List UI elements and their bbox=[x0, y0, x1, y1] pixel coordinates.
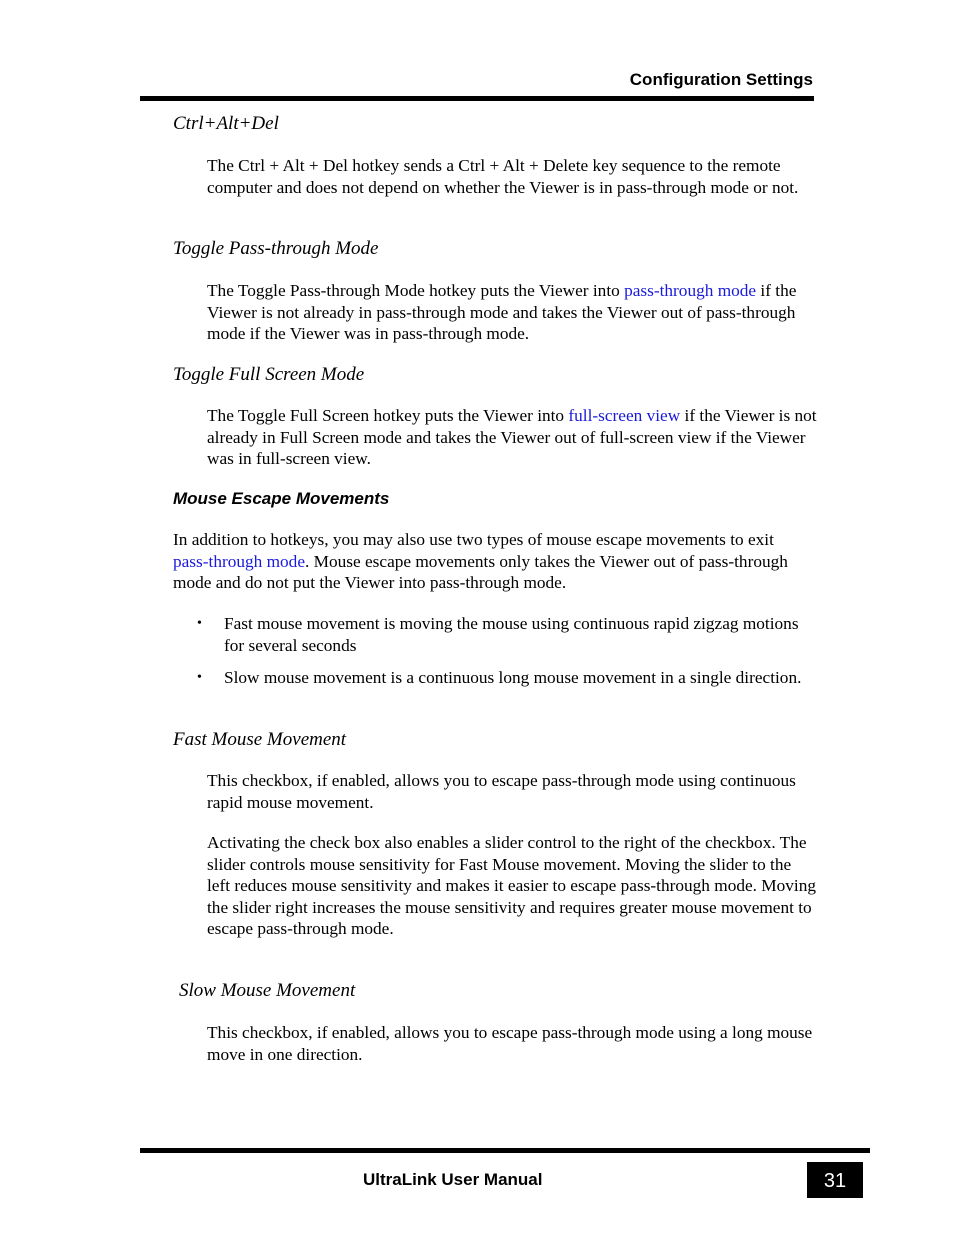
text-span: if the Viewer is not already in Full Screen mode and takes the Viewer out of full-screen view if the Viewer was in full-screen view. bbox=[207, 406, 817, 469]
text-span: if the Viewer is not already in pass-through mode and takes the Viewer out of pass-through mode if the Viewer was in pass-through mode. bbox=[207, 281, 797, 344]
text-span: The Toggle Full Screen hotkey puts the Viewer into bbox=[207, 406, 569, 425]
paragraph-fast-mouse-1: This checkbox, if enabled, allows you to escape pass-through mode using continuous rapid mouse movement. bbox=[207, 771, 796, 812]
link-pass-through-mode[interactable]: pass-through mode bbox=[624, 281, 757, 300]
bullet-icon: • bbox=[197, 616, 202, 631]
bullet-icon: • bbox=[197, 670, 202, 685]
heading-fast-mouse-movement: Fast Mouse Movement bbox=[173, 729, 347, 750]
page-number: 31 bbox=[807, 1162, 863, 1198]
heading-toggle-full-screen: Toggle Full Screen Mode bbox=[173, 364, 365, 385]
paragraph-mouse-escape bbox=[173, 529, 803, 594]
footer-rule bbox=[140, 1148, 870, 1153]
heading-ctrl-alt-del: Ctrl+Alt+Del bbox=[173, 113, 279, 134]
link-full-screen-view[interactable]: full-screen view bbox=[568, 406, 681, 425]
heading-mouse-escape-movements: Mouse Escape Movements bbox=[173, 489, 390, 508]
header-rule bbox=[140, 96, 814, 101]
running-footer: UltraLink User Manual bbox=[363, 1170, 543, 1189]
heading-toggle-pass-through: Toggle Pass-through Mode bbox=[173, 238, 379, 259]
paragraph-toggle-full-screen bbox=[207, 405, 817, 470]
paragraph-slow-mouse: This checkbox, if enabled, allows you to escape pass-through mode using a long mouse move in one direction. bbox=[207, 1023, 813, 1064]
text-span: In addition to hotkeys, you may also use two types of mouse escape movements to exit bbox=[173, 530, 774, 549]
heading-slow-mouse-movement: Slow Mouse Movement bbox=[179, 980, 356, 1001]
text-span: . Mouse escape movements only takes the Viewer out of pass-through mode and do not put the Viewer into pass-through mode. bbox=[173, 551, 788, 593]
list-item: Fast mouse movement is moving the mouse using continuous rapid zigzag motions for several seconds bbox=[224, 614, 799, 655]
paragraph-fast-mouse-2: Activating the check box also enables a slider control to the right of the checkbox. The slider controls mouse sensitivity for Fast Mouse movement. Moving the slider to the left reduces mouse sensitivity and makes it easier to escape pass-through mode. Moving the slider right increases the mouse sensitivity and requires greater mouse movement to escape pass-through mode. bbox=[207, 833, 817, 939]
paragraph-toggle-pass-through bbox=[207, 280, 817, 345]
paragraph-ctrl-alt-del: The Ctrl + Alt + Del hotkey sends a Ctrl + Alt + Delete key sequence to the remote computer and does not depend on whether the Viewer is in pass-through mode or not. bbox=[207, 156, 799, 197]
link-pass-through-mode[interactable]: pass-through mode bbox=[173, 551, 305, 571]
running-header: Configuration Settings bbox=[629, 70, 813, 89]
list-item: Slow mouse movement is a continuous long mouse movement in a single direction. bbox=[224, 668, 802, 687]
text-span: The Toggle Pass-through Mode hotkey puts the Viewer into bbox=[207, 281, 625, 300]
